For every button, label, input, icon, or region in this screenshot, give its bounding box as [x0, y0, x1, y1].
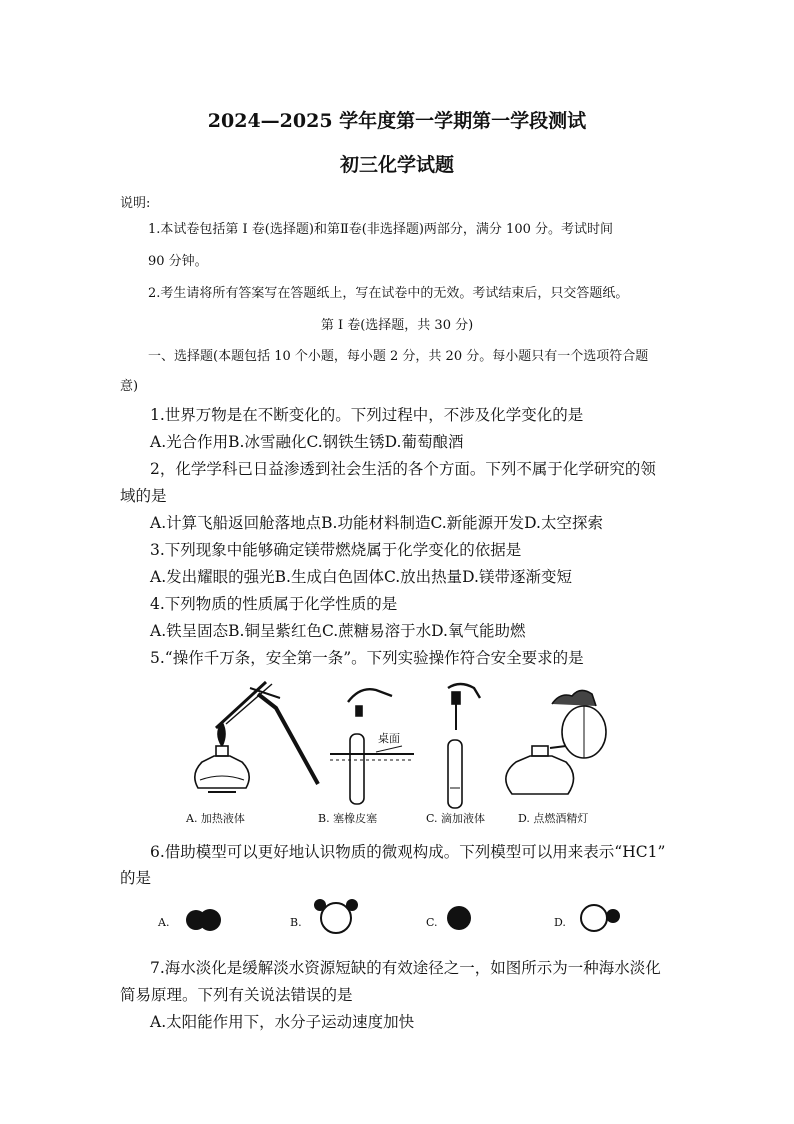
question-6: 6.借助模型可以更好地认识物质的微观构成。下列模型可以用来表示“HC1”	[150, 843, 666, 861]
question-2-options: A.计算飞船返回舱落地点B.功能材料制造C.新能源开发D.太空探索	[150, 514, 603, 532]
figure-5-label-c: C. 滴加液体	[426, 812, 486, 825]
question-5: 5.“操作千万条，安全第一条”。下列实验操作符合安全要求的是	[150, 649, 584, 667]
model-c-single-atom	[447, 906, 471, 930]
section-intro: 一、选择题(本题包括 10 个小题，每小题 2 分，共 20 分。每小题只有一个选项符合题	[148, 349, 649, 364]
dropper-sketch	[448, 684, 480, 808]
instruction-1: 1.本试卷包括第 I 卷(选择题)和第Ⅱ卷(非选择题)两部分，满分 100 分。考试时间	[148, 222, 614, 237]
question-7-cont: 简易原理。下列有关说法错误的是	[120, 986, 353, 1004]
question-1: 1.世界万物是在不断变化的。下列过程中，不涉及化学变化的是	[150, 406, 584, 424]
question-3-options: A.发出耀眼的强光B.生成白色固体C.放出热量D.镁带逐渐变短	[150, 568, 572, 586]
question-6-cont: 的是	[120, 869, 152, 887]
model-label-c: C.	[426, 916, 438, 929]
model-b-three-atoms	[314, 899, 358, 933]
model-label-d: D.	[554, 916, 566, 929]
question-4: 4.下列物质的性质属于化学性质的是	[150, 595, 398, 613]
section-intro-cont: 意)	[120, 379, 139, 394]
question-2: 2，化学学科已日益渗透到社会生活的各个方面。下列不属于化学研究的领	[150, 460, 656, 478]
heating-liquid-sketch	[195, 682, 318, 792]
question-5-figure	[180, 676, 650, 828]
figure-5-label-a: A. 加热液体	[186, 812, 245, 825]
figure-5-label-d: D. 点燃酒精灯	[518, 812, 589, 825]
section-title: 第 I 卷(选择题，共 30 分)	[320, 318, 474, 333]
instructions-label: 说明:	[120, 196, 151, 211]
model-d-two-different-atoms	[581, 905, 620, 931]
question-7: 7.海水淡化是缓解淡水资源短缺的有效途径之一，如图所示为一种海水淡化	[150, 959, 661, 977]
model-label-a: A.	[158, 916, 170, 929]
question-2-cont: 域的是	[120, 487, 167, 505]
model-label-b: B.	[290, 916, 302, 929]
instruction-2: 2.考生请将所有答案写在答题纸上，写在试卷中的无效。考试结束后，只交答题纸。	[148, 286, 629, 301]
question-3: 3.下列现象中能够确定镁带燃烧属于化学变化的依据是	[150, 541, 522, 559]
lamp-lighting-sketch	[506, 690, 606, 794]
question-7-option-a: A.太阳能作用下，水分子运动速度加快	[150, 1013, 415, 1031]
model-a-two-dark-atoms	[186, 909, 221, 931]
question-6-models	[150, 894, 640, 944]
instruction-1-cont: 90 分钟。	[148, 254, 208, 269]
stopper-sketch	[330, 689, 414, 804]
question-4-options: A.铁呈固态B.铜呈紫红色C.蔗糖易溶于水D.氧气能助燃	[150, 622, 526, 640]
question-1-options: A.光合作用B.冰雪融化C.钢铁生锈D.葡萄酿酒	[150, 433, 464, 451]
desk-label: 桌面	[378, 732, 400, 745]
exam-subtitle: 初三化学试题	[339, 154, 454, 176]
exam-title: 2024—2025 学年度第一学期第一学段测试	[207, 110, 587, 132]
figure-5-label-b: B. 塞橡皮塞	[318, 812, 378, 825]
